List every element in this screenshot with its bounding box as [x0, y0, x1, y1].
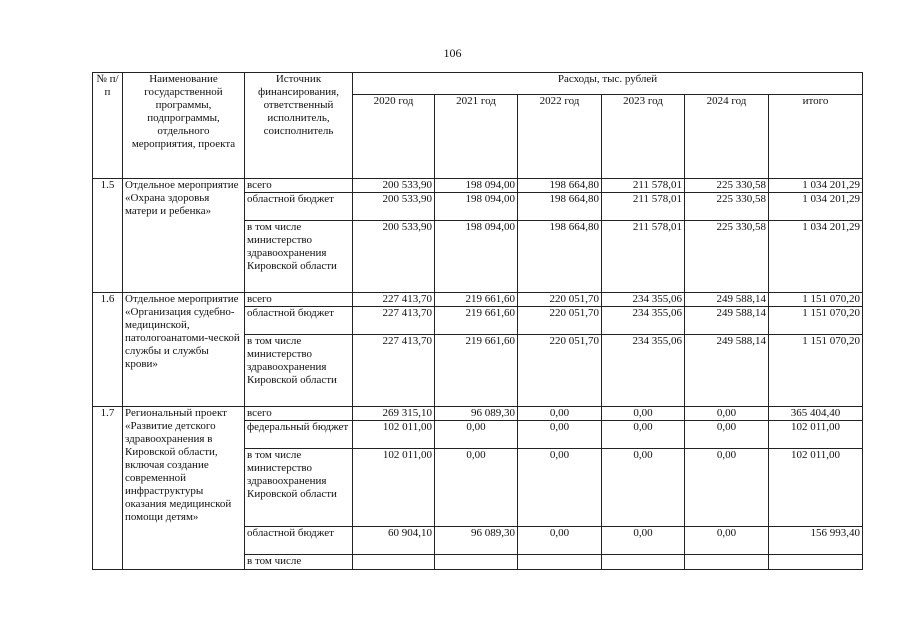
- value-cell: 211 578,01: [602, 221, 685, 293]
- value-cell: [602, 555, 685, 570]
- header-year: 2021 год: [435, 95, 518, 179]
- value-cell: [518, 555, 602, 570]
- value-cell: 198 094,00: [435, 179, 518, 193]
- section-number: 1.7: [93, 407, 123, 570]
- header-total: итого: [769, 95, 863, 179]
- value-cell: 234 355,06: [602, 293, 685, 307]
- value-cell: 220 051,70: [518, 307, 602, 335]
- value-cell: 227 413,70: [353, 335, 435, 407]
- value-cell: [353, 555, 435, 570]
- header-name: Наименование государственной программы, подпрограммы, отдельного мероприятия, проекта: [123, 73, 245, 179]
- total-cell: 1 151 070,20: [769, 307, 863, 335]
- header-expenses: Расходы, тыс. рублей: [353, 73, 863, 95]
- value-cell: 225 330,58: [685, 193, 769, 221]
- section-number: 1.6: [93, 293, 123, 407]
- total-cell: 102 011,00: [769, 421, 863, 449]
- funding-source: всего: [245, 407, 353, 421]
- value-cell: 0,00: [685, 449, 769, 527]
- funding-source: областной бюджет: [245, 193, 353, 221]
- total-cell: 102 011,00: [769, 449, 863, 527]
- total-cell: 1 034 201,29: [769, 179, 863, 193]
- header-year: 2020 год: [353, 95, 435, 179]
- value-cell: 198 664,80: [518, 221, 602, 293]
- funding-source: в том числе министерство здравоохранения Кировской области: [245, 449, 353, 527]
- value-cell: 0,00: [518, 421, 602, 449]
- value-cell: 198 094,00: [435, 193, 518, 221]
- section-name: Региональный проект «Развитие детского здравоохранения в Кировской области, включая создание современной инфраструктуры оказания медицинской помощи детям»: [123, 407, 245, 570]
- total-cell: 1 151 070,20: [769, 293, 863, 307]
- value-cell: 269 315,10: [353, 407, 435, 421]
- value-cell: 220 051,70: [518, 293, 602, 307]
- value-cell: 198 094,00: [435, 221, 518, 293]
- value-cell: 225 330,58: [685, 179, 769, 193]
- value-cell: 0,00: [685, 407, 769, 421]
- header-year: 2022 год: [518, 95, 602, 179]
- value-cell: 200 533,90: [353, 193, 435, 221]
- value-cell: 0,00: [518, 449, 602, 527]
- value-cell: 211 578,01: [602, 193, 685, 221]
- value-cell: 96 089,30: [435, 527, 518, 555]
- value-cell: 0,00: [685, 527, 769, 555]
- table-row: [93, 179, 863, 193]
- value-cell: 234 355,06: [602, 307, 685, 335]
- value-cell: 102 011,00: [353, 449, 435, 527]
- value-cell: 227 413,70: [353, 293, 435, 307]
- value-cell: 0,00: [602, 407, 685, 421]
- value-cell: 0,00: [602, 449, 685, 527]
- header-source: Источник финансирования, ответственный исполнитель, соисполнитель: [245, 73, 353, 179]
- header-number: № п/п: [93, 73, 123, 179]
- value-cell: 0,00: [685, 421, 769, 449]
- funding-source: в том числе: [245, 555, 353, 570]
- value-cell: 219 661,60: [435, 293, 518, 307]
- value-cell: 220 051,70: [518, 335, 602, 407]
- funding-source: областной бюджет: [245, 527, 353, 555]
- value-cell: 198 664,80: [518, 193, 602, 221]
- funding-source: федеральный бюджет: [245, 421, 353, 449]
- value-cell: 200 533,90: [353, 221, 435, 293]
- header-year: 2024 год: [685, 95, 769, 179]
- total-cell: 365 404,40: [769, 407, 863, 421]
- value-cell: [685, 555, 769, 570]
- value-cell: 60 904,10: [353, 527, 435, 555]
- value-cell: 225 330,58: [685, 221, 769, 293]
- table-row: [93, 293, 863, 307]
- funding-source: всего: [245, 179, 353, 193]
- value-cell: 0,00: [518, 407, 602, 421]
- value-cell: 200 533,90: [353, 179, 435, 193]
- total-cell: [769, 555, 863, 570]
- value-cell: 0,00: [435, 421, 518, 449]
- funding-source: в том числе министерство здравоохранения Кировской области: [245, 335, 353, 407]
- total-cell: 1 151 070,20: [769, 335, 863, 407]
- value-cell: 96 089,30: [435, 407, 518, 421]
- value-cell: 198 664,80: [518, 179, 602, 193]
- value-cell: 249 588,14: [685, 293, 769, 307]
- total-cell: 1 034 201,29: [769, 221, 863, 293]
- value-cell: 0,00: [602, 527, 685, 555]
- value-cell: 102 011,00: [353, 421, 435, 449]
- value-cell: 219 661,60: [435, 335, 518, 407]
- value-cell: 211 578,01: [602, 179, 685, 193]
- funding-source: областной бюджет: [245, 307, 353, 335]
- total-cell: 1 034 201,29: [769, 193, 863, 221]
- section-name: Отдельное мероприятие «Организация судебно-медицинской, патологоанатоми-ческой службы и службы крови»: [123, 293, 245, 407]
- value-cell: 0,00: [602, 421, 685, 449]
- header-year: 2023 год: [602, 95, 685, 179]
- value-cell: 219 661,60: [435, 307, 518, 335]
- expenses-table: [92, 72, 863, 570]
- total-cell: 156 993,40: [769, 527, 863, 555]
- section-name: Отдельное мероприятие «Охрана здоровья матери и ребенка»: [123, 179, 245, 293]
- value-cell: 0,00: [518, 527, 602, 555]
- value-cell: 0,00: [435, 449, 518, 527]
- section-number: 1.5: [93, 179, 123, 293]
- funding-source: всего: [245, 293, 353, 307]
- value-cell: 249 588,14: [685, 335, 769, 407]
- value-cell: [435, 555, 518, 570]
- value-cell: 227 413,70: [353, 307, 435, 335]
- value-cell: 234 355,06: [602, 335, 685, 407]
- funding-source: в том числе министерство здравоохранения Кировской области: [245, 221, 353, 293]
- table-row: [93, 407, 863, 421]
- value-cell: 249 588,14: [685, 307, 769, 335]
- page-number: 106: [443, 46, 462, 60]
